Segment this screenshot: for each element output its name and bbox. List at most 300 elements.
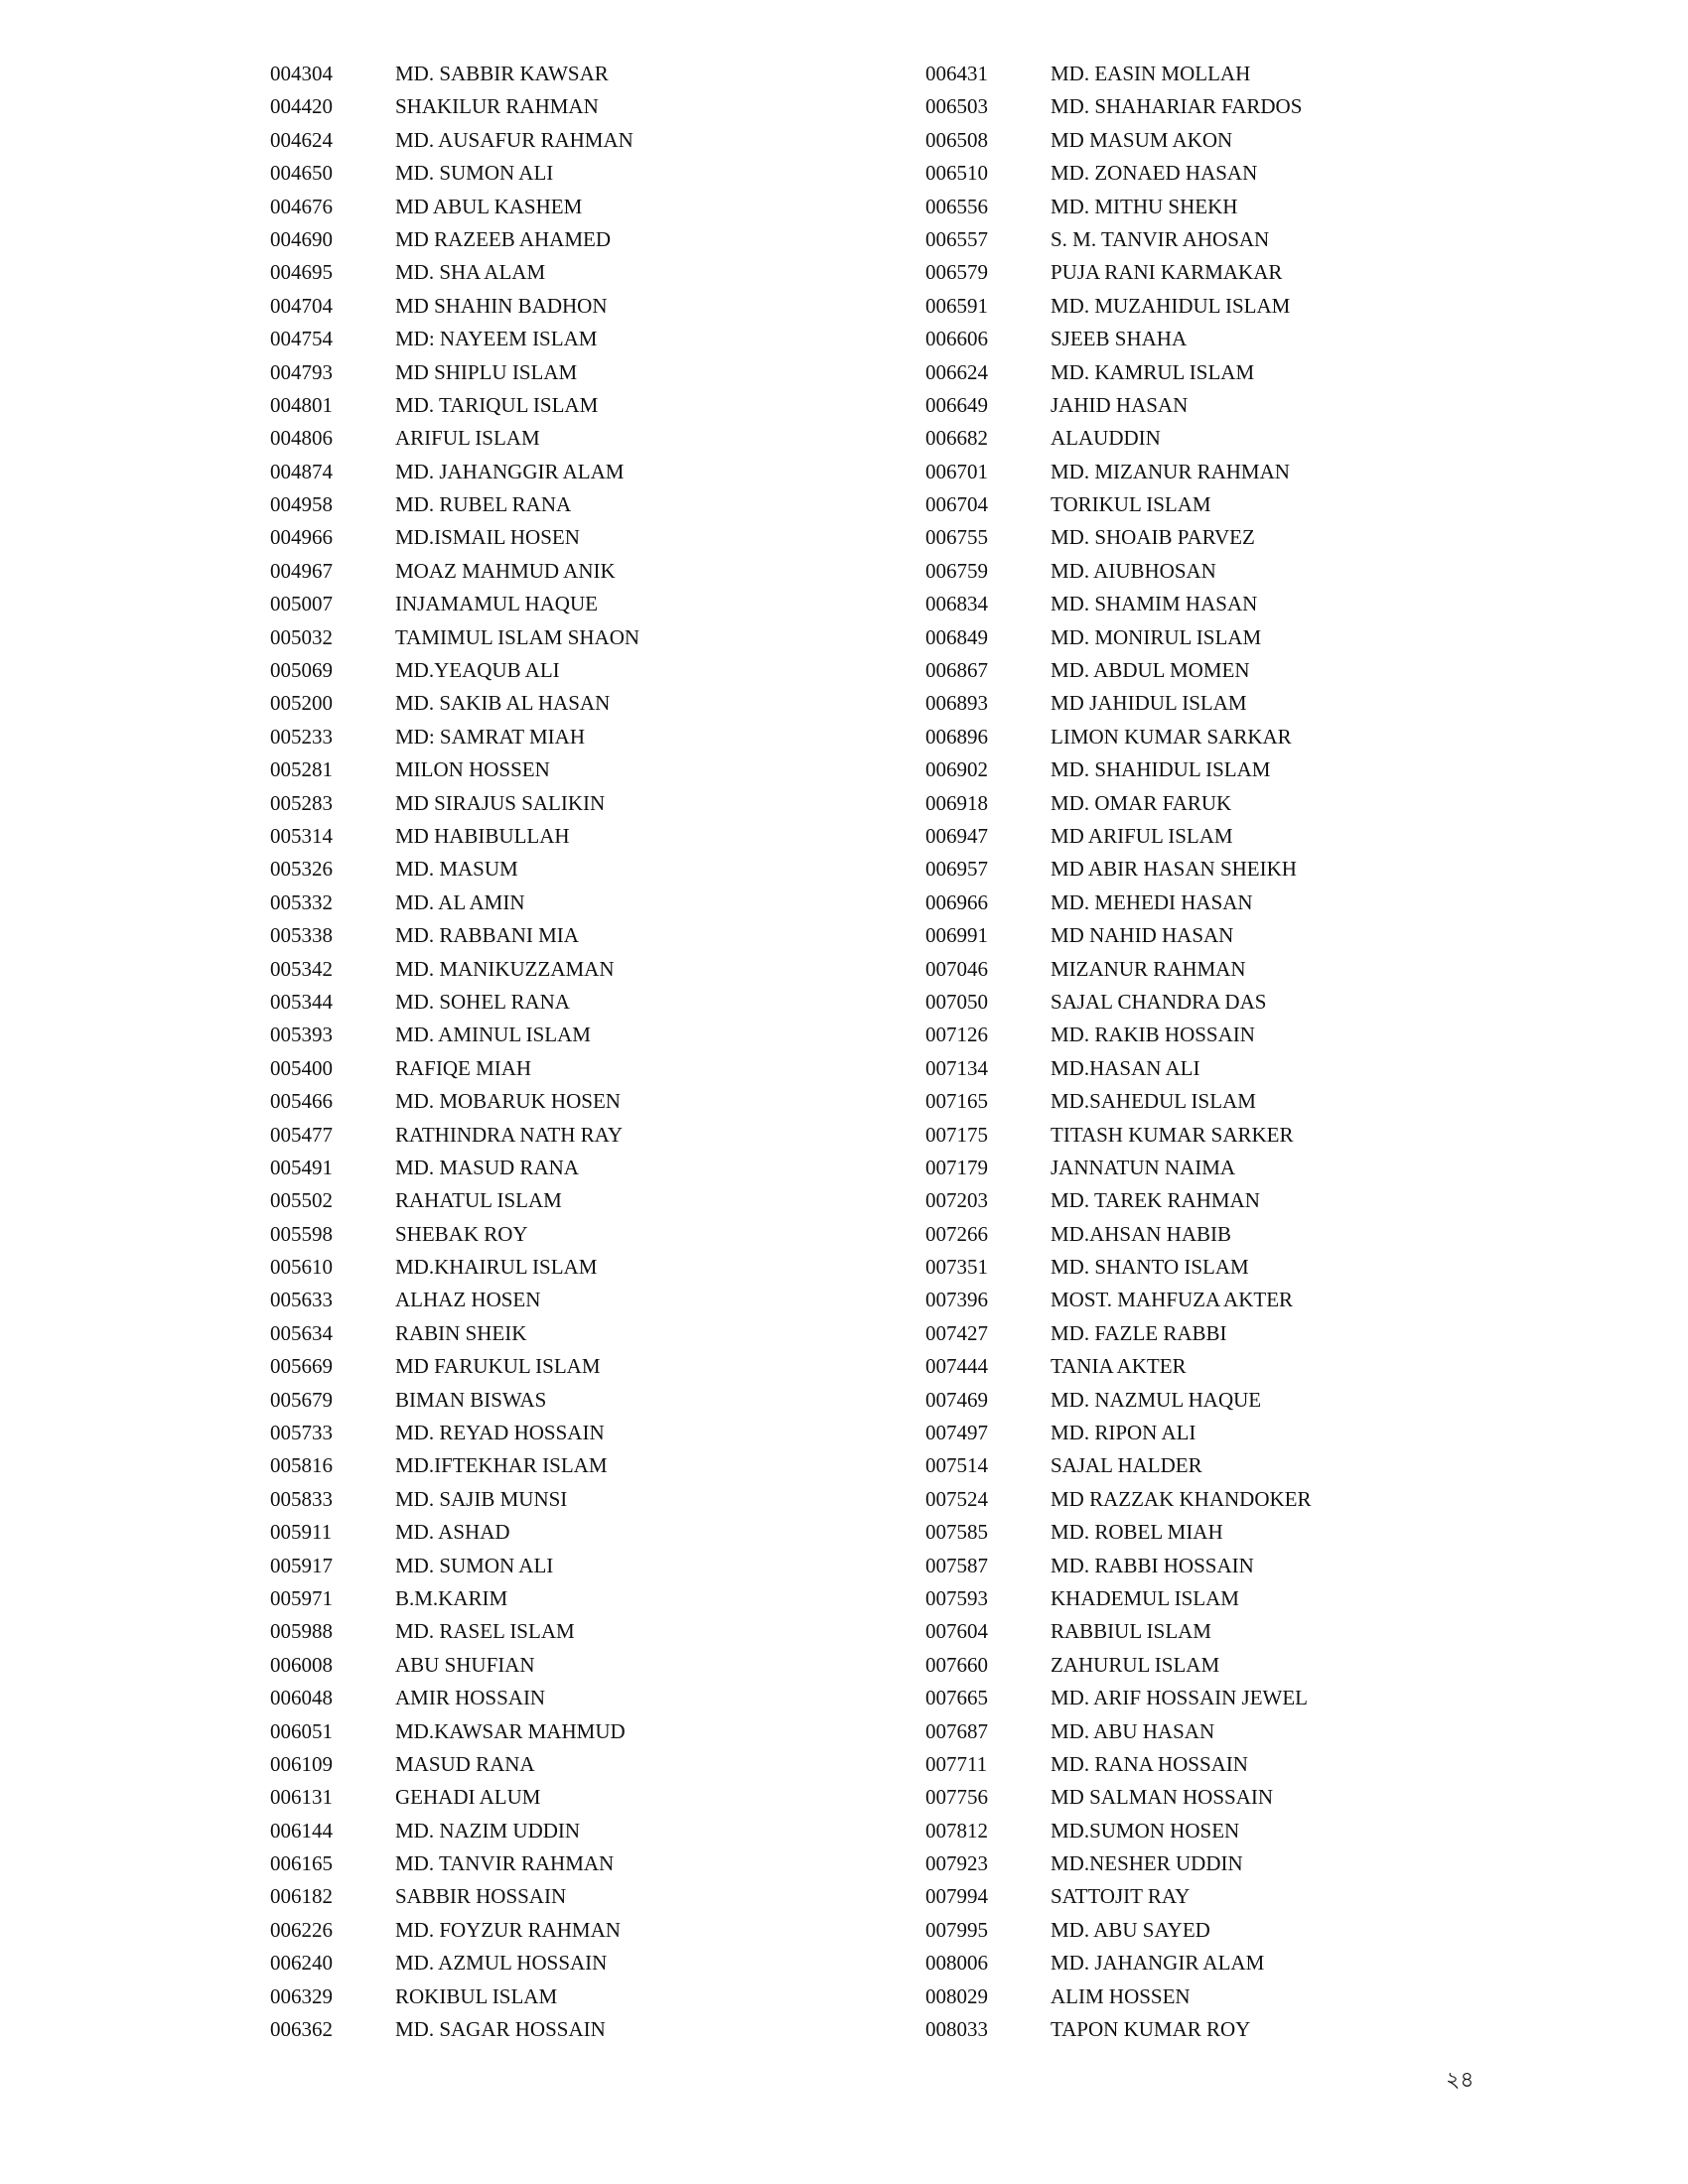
list-item <box>925 687 1312 720</box>
registration-number: 007604 <box>925 1619 988 1644</box>
registration-number: 005634 <box>270 1320 333 1345</box>
candidate-name: TORIKUL ISLAM <box>1051 492 1211 517</box>
list-item <box>925 1152 1312 1184</box>
registration-number: 007593 <box>925 1585 988 1610</box>
candidate-name: MD. TARIQUL ISLAM <box>395 392 599 417</box>
registration-number: 007524 <box>925 1486 988 1511</box>
list-item <box>270 887 639 919</box>
candidate-name: SAJAL HALDER <box>1051 1453 1202 1478</box>
registration-number: 006240 <box>270 1951 333 1976</box>
list-item <box>925 1483 1312 1516</box>
registration-number: 007444 <box>925 1354 988 1379</box>
list-item <box>270 422 639 455</box>
candidate-name: MD: NAYEEM ISLAM <box>395 327 598 351</box>
candidate-name: MD. SAKIB AL HASAN <box>395 691 611 716</box>
candidate-name: MD. MANIKUZZAMAN <box>395 956 615 981</box>
list-item <box>925 555 1312 588</box>
left-column-list <box>270 58 639 2046</box>
candidate-name: MD. RIPON ALI <box>1051 1421 1196 1445</box>
list-item <box>270 753 639 786</box>
list-item <box>925 1417 1312 1449</box>
registration-number: 006966 <box>925 889 988 914</box>
page-number: ২৪ <box>1446 2067 1475 2092</box>
candidate-name: MD. RAKIB HOSSAIN <box>1051 1023 1255 1047</box>
registration-number: 006008 <box>270 1652 333 1677</box>
registration-number: 006144 <box>270 1818 333 1843</box>
registration-number: 006893 <box>925 691 988 716</box>
list-item <box>270 986 639 1019</box>
list-item <box>270 1847 639 1880</box>
registration-number: 006682 <box>925 426 988 451</box>
list-item <box>270 1649 639 1682</box>
registration-number: 006131 <box>270 1785 333 1810</box>
registration-number: 006556 <box>925 194 988 218</box>
list-item <box>270 721 639 753</box>
registration-number: 007396 <box>925 1288 988 1312</box>
list-item <box>270 1682 639 1714</box>
list-item <box>925 1449 1312 1482</box>
candidate-name: MD. SHA ALAM <box>395 260 546 285</box>
list-item <box>270 1550 639 1582</box>
list-item <box>925 323 1312 355</box>
candidate-name: ALIM HOSSEN <box>1051 1983 1191 2008</box>
list-item <box>925 654 1312 687</box>
registration-number: 004650 <box>270 161 333 186</box>
list-item <box>270 1019 639 1051</box>
candidate-name: MD.YEAQUB ALI <box>395 658 560 683</box>
candidate-name: MD. MEHEDI HASAN <box>1051 889 1253 914</box>
candidate-name: TAPON KUMAR ROY <box>1051 2017 1251 2042</box>
candidate-name: MD. MONIRUL ISLAM <box>1051 624 1262 649</box>
candidate-name: MD. ABU HASAN <box>1051 1718 1215 1743</box>
list-item <box>270 124 639 157</box>
list-item <box>270 1152 639 1184</box>
registration-number: 005971 <box>270 1585 333 1610</box>
list-item <box>270 356 639 389</box>
list-item <box>925 1184 1312 1217</box>
candidate-name: MD MASUM AKON <box>1051 127 1233 152</box>
list-item <box>925 1384 1312 1417</box>
list-item <box>270 1251 639 1284</box>
registration-number: 006051 <box>270 1718 333 1743</box>
list-item <box>925 753 1312 786</box>
registration-number: 004676 <box>270 194 333 218</box>
registration-number: 005326 <box>270 857 333 882</box>
candidate-name: ALHAZ HOSEN <box>395 1288 541 1312</box>
right-column-list <box>925 58 1312 2046</box>
registration-number: 006902 <box>925 757 988 782</box>
list-item <box>925 422 1312 455</box>
registration-number: 006182 <box>270 1884 333 1909</box>
registration-number: 005400 <box>270 1055 333 1080</box>
registration-number: 006431 <box>925 62 988 85</box>
list-item <box>270 1880 639 1913</box>
registration-number: 005669 <box>270 1354 333 1379</box>
list-item <box>925 456 1312 488</box>
candidate-name: MD. FAZLE RABBI <box>1051 1320 1227 1345</box>
registration-number: 005610 <box>270 1255 333 1280</box>
list-item <box>270 1384 639 1417</box>
candidate-name: SAJAL CHANDRA DAS <box>1051 989 1267 1014</box>
list-item <box>925 2013 1312 2046</box>
candidate-name: MD. AL AMIN <box>395 889 525 914</box>
candidate-name: MD. OMAR FARUK <box>1051 790 1232 815</box>
candidate-name: MD. ARIF HOSSAIN JEWEL <box>1051 1686 1309 1710</box>
list-item <box>925 58 1312 90</box>
list-item <box>270 290 639 323</box>
registration-number: 004624 <box>270 127 333 152</box>
candidate-name: MD. JAHANGIR ALAM <box>1051 1951 1265 1976</box>
candidate-name: MD. EASIN MOLLAH <box>1051 62 1251 85</box>
registration-number: 005466 <box>270 1089 333 1114</box>
candidate-name: MD. MUZAHIDUL ISLAM <box>1051 293 1291 318</box>
candidate-name: MD SHAHIN BADHON <box>395 293 608 318</box>
list-item <box>270 687 639 720</box>
registration-number: 004304 <box>270 62 333 85</box>
list-item <box>925 1649 1312 1682</box>
candidate-name: RABBIUL ISLAM <box>1051 1619 1211 1644</box>
candidate-name: MD ABIR HASAN SHEIKH <box>1051 857 1297 882</box>
candidate-name: MASUD RANA <box>395 1751 535 1776</box>
registration-number: 007203 <box>925 1188 988 1213</box>
candidate-name: RAFIQE MIAH <box>395 1055 532 1080</box>
candidate-name: MD. MITHU SHEKH <box>1051 194 1238 218</box>
list-item <box>925 1615 1312 1648</box>
candidate-name: MD. SHANTO ISLAM <box>1051 1255 1249 1280</box>
candidate-name: MD. NAZIM UDDIN <box>395 1818 581 1843</box>
registration-number: 004690 <box>270 226 333 251</box>
list-item <box>270 1417 639 1449</box>
list-item <box>925 1947 1312 1979</box>
registration-number: 006226 <box>270 1917 333 1942</box>
list-item <box>925 1880 1312 1913</box>
registration-number: 007175 <box>925 1122 988 1147</box>
candidate-name: RAHATUL ISLAM <box>395 1188 562 1213</box>
candidate-name: MD. ASHAD <box>395 1520 510 1545</box>
list-item <box>270 1085 639 1118</box>
registration-number: 007687 <box>925 1718 988 1743</box>
candidate-name: MD. NAZMUL HAQUE <box>1051 1387 1262 1412</box>
registration-number: 004967 <box>270 558 333 583</box>
candidate-name: MD HABIBULLAH <box>395 823 570 848</box>
list-item <box>270 1980 639 2013</box>
list-item <box>925 853 1312 886</box>
candidate-name: MD FARUKUL ISLAM <box>395 1354 601 1379</box>
candidate-name: ARIFUL ISLAM <box>395 426 540 451</box>
registration-number: 005233 <box>270 724 333 749</box>
list-item <box>270 389 639 422</box>
registration-number: 008033 <box>925 2017 988 2042</box>
list-item <box>270 2013 639 2046</box>
registration-number: 005007 <box>270 592 333 616</box>
registration-number: 008006 <box>925 1951 988 1976</box>
candidate-name: MD. RUBEL RANA <box>395 492 572 517</box>
list-item <box>925 1582 1312 1615</box>
registration-number: 005332 <box>270 889 333 914</box>
registration-number: 007134 <box>925 1055 988 1080</box>
registration-number: 005338 <box>270 923 333 948</box>
registration-number: 006606 <box>925 327 988 351</box>
list-item <box>925 356 1312 389</box>
candidate-name: MD. MIZANUR RAHMAN <box>1051 459 1290 483</box>
candidate-name: MD. SHAHIDUL ISLAM <box>1051 757 1271 782</box>
registration-number: 007351 <box>925 1255 988 1280</box>
candidate-name: MD.NESHER UDDIN <box>1051 1851 1243 1876</box>
registration-number: 006991 <box>925 923 988 948</box>
candidate-name: S. M. TANVIR AHOSAN <box>1051 226 1270 251</box>
candidate-name: MD. JAHANGGIR ALAM <box>395 459 625 483</box>
candidate-name: MD. ABU SAYED <box>1051 1917 1210 1942</box>
list-item <box>270 456 639 488</box>
list-item <box>925 787 1312 820</box>
registration-number: 006701 <box>925 459 988 483</box>
registration-number: 007497 <box>925 1421 988 1445</box>
candidate-name: MD. AIUBHOSAN <box>1051 558 1216 583</box>
registration-number: 004420 <box>270 94 333 119</box>
list-item <box>270 1914 639 1947</box>
list-item <box>925 721 1312 753</box>
candidate-name: MD ABUL KASHEM <box>395 194 583 218</box>
candidate-name: MD SIRAJUS SALIKIN <box>395 790 606 815</box>
list-item <box>925 1052 1312 1085</box>
registration-number: 004695 <box>270 260 333 285</box>
registration-number: 005491 <box>270 1155 333 1179</box>
list-item <box>925 290 1312 323</box>
registration-number: 004793 <box>270 359 333 384</box>
registration-number: 004874 <box>270 459 333 483</box>
registration-number: 006362 <box>270 2017 333 2042</box>
registration-number: 007756 <box>925 1785 988 1810</box>
list-item <box>925 1350 1312 1383</box>
candidate-name: TANIA AKTER <box>1051 1354 1187 1379</box>
registration-number: 005393 <box>270 1023 333 1047</box>
registration-number: 007587 <box>925 1553 988 1577</box>
list-item <box>925 1781 1312 1814</box>
registration-number: 005911 <box>270 1520 333 1545</box>
candidate-name: MD. MASUM <box>395 857 518 882</box>
registration-number: 005988 <box>270 1619 333 1644</box>
list-item <box>925 1914 1312 1947</box>
list-item <box>270 654 639 687</box>
registration-number: 006759 <box>925 558 988 583</box>
candidate-name: MD SALMAN HOSSAIN <box>1051 1785 1274 1810</box>
candidate-name: MD RAZZAK KHANDOKER <box>1051 1486 1312 1511</box>
registration-number: 007126 <box>925 1023 988 1047</box>
list-item <box>270 488 639 521</box>
candidate-name: MD. TANVIR RAHMAN <box>395 1851 615 1876</box>
candidate-name: MD. ABDUL MOMEN <box>1051 658 1250 683</box>
candidate-name: MD. MASUD RANA <box>395 1155 579 1179</box>
registration-number: 005917 <box>270 1553 333 1577</box>
registration-number: 007179 <box>925 1155 988 1179</box>
list-item <box>925 124 1312 157</box>
registration-number: 004958 <box>270 492 333 517</box>
candidate-name: MD. SAJIB MUNSI <box>395 1486 568 1511</box>
list-item <box>270 521 639 554</box>
registration-number: 005833 <box>270 1486 333 1511</box>
list-item <box>925 1119 1312 1152</box>
candidate-name: RABIN SHEIK <box>395 1320 527 1345</box>
list-item <box>925 621 1312 654</box>
registration-number: 007665 <box>925 1686 988 1710</box>
candidate-name: LIMON KUMAR SARKAR <box>1051 724 1292 749</box>
candidate-name: MD. RANA HOSSAIN <box>1051 1751 1248 1776</box>
registration-number: 006834 <box>925 592 988 616</box>
candidate-name: TAMIMUL ISLAM SHAON <box>395 624 640 649</box>
registration-number: 006508 <box>925 127 988 152</box>
registration-number: 007046 <box>925 956 988 981</box>
list-item <box>925 1847 1312 1880</box>
candidate-name: MD.AHSAN HABIB <box>1051 1221 1232 1246</box>
candidate-name: SABBIR HOSSAIN <box>395 1884 567 1909</box>
registration-number: 007923 <box>925 1851 988 1876</box>
registration-number: 005200 <box>270 691 333 716</box>
list-item <box>925 521 1312 554</box>
registration-number: 006947 <box>925 823 988 848</box>
registration-number: 007427 <box>925 1320 988 1345</box>
candidate-name: MD. REYAD HOSSAIN <box>395 1421 605 1445</box>
candidate-name: MD NAHID HASAN <box>1051 923 1234 948</box>
candidate-name: MD. RASEL ISLAM <box>395 1619 575 1644</box>
list-item <box>925 223 1312 256</box>
candidate-name: MD. ZONAED HASAN <box>1051 161 1258 186</box>
candidate-name: MD. FOYZUR RAHMAN <box>395 1917 621 1942</box>
registration-number: 007165 <box>925 1089 988 1114</box>
registration-number: 006503 <box>925 94 988 119</box>
registration-number: 006329 <box>270 1983 333 2008</box>
candidate-name: MD. ROBEL MIAH <box>1051 1520 1223 1545</box>
registration-number: 005502 <box>270 1188 333 1213</box>
list-item <box>925 1085 1312 1118</box>
candidate-name: MD. SUMON ALI <box>395 1553 554 1577</box>
candidate-name: MD.IFTEKHAR ISLAM <box>395 1453 608 1478</box>
candidate-name: MD JAHIDUL ISLAM <box>1051 691 1247 716</box>
list-item <box>270 323 639 355</box>
registration-number: 005342 <box>270 956 333 981</box>
registration-number: 007995 <box>925 1917 988 1942</box>
candidate-name: MD. RABBANI MIA <box>395 923 579 948</box>
registration-number: 005344 <box>270 989 333 1014</box>
list-item <box>925 1251 1312 1284</box>
registration-number: 006624 <box>925 359 988 384</box>
candidate-name: BIMAN BISWAS <box>395 1387 547 1412</box>
candidate-name: MD. SHOAIB PARVEZ <box>1051 525 1255 550</box>
candidate-name: GEHADI ALUM <box>395 1785 541 1810</box>
candidate-name: MD: SAMRAT MIAH <box>395 724 585 749</box>
list-item <box>925 90 1312 123</box>
list-item <box>270 621 639 654</box>
candidate-name: MD.ISMAIL HOSEN <box>395 525 580 550</box>
candidate-name: MD ARIFUL ISLAM <box>1051 823 1233 848</box>
list-item <box>925 1317 1312 1350</box>
registration-number: 007585 <box>925 1520 988 1545</box>
list-item <box>270 953 639 986</box>
list-item <box>925 1980 1312 2013</box>
list-item <box>925 1815 1312 1847</box>
candidate-name: MD. SHAMIM HASAN <box>1051 592 1258 616</box>
list-item <box>925 1715 1312 1748</box>
registration-number: 005598 <box>270 1221 333 1246</box>
candidate-name: MD. MOBARUK HOSEN <box>395 1089 621 1114</box>
candidate-name: MD.KHAIRUL ISLAM <box>395 1255 598 1280</box>
registration-number: 006957 <box>925 857 988 882</box>
registration-number: 004806 <box>270 426 333 451</box>
list-item <box>270 1184 639 1217</box>
registration-number: 006849 <box>925 624 988 649</box>
registration-number: 005069 <box>270 658 333 683</box>
list-item <box>270 555 639 588</box>
list-item <box>270 256 639 289</box>
list-item <box>925 256 1312 289</box>
registration-number: 007514 <box>925 1453 988 1478</box>
registration-number: 006109 <box>270 1751 333 1776</box>
list-item <box>925 953 1312 986</box>
registration-number: 006048 <box>270 1686 333 1710</box>
candidate-name: MOAZ MAHMUD ANIK <box>395 558 616 583</box>
registration-number: 006704 <box>925 492 988 517</box>
list-item <box>925 157 1312 190</box>
candidate-name: PUJA RANI KARMAKAR <box>1051 260 1283 285</box>
registration-number: 007994 <box>925 1884 988 1909</box>
list-item <box>270 820 639 853</box>
registration-number: 006591 <box>925 293 988 318</box>
registration-number: 006510 <box>925 161 988 186</box>
candidate-name: B.M.KARIM <box>395 1585 508 1610</box>
candidate-name: MD. SAGAR HOSSAIN <box>395 2017 606 2042</box>
candidate-name: MD. SUMON ALI <box>395 161 554 186</box>
registration-number: 005281 <box>270 757 333 782</box>
list-item <box>270 853 639 886</box>
candidate-name: ALAUDDIN <box>1051 426 1161 451</box>
list-item <box>925 191 1312 223</box>
candidate-name: MD RAZEEB AHAMED <box>395 226 612 251</box>
registration-number: 007266 <box>925 1221 988 1246</box>
registration-number: 004704 <box>270 293 333 318</box>
registration-number: 004801 <box>270 392 333 417</box>
candidate-name: MD. SHAHARIAR FARDOS <box>1051 94 1303 119</box>
list-item <box>270 1947 639 1979</box>
list-item <box>270 1449 639 1482</box>
list-item <box>270 1218 639 1251</box>
candidate-name: MD. SABBIR KAWSAR <box>395 62 609 85</box>
list-item <box>925 488 1312 521</box>
list-item <box>270 1582 639 1615</box>
list-item <box>270 1715 639 1748</box>
registration-number: 006165 <box>270 1851 333 1876</box>
registration-number: 008029 <box>925 1983 988 2008</box>
list-item <box>270 1119 639 1152</box>
candidate-name: MD SHIPLU ISLAM <box>395 359 578 384</box>
candidate-name: MD. AZMUL HOSSAIN <box>395 1951 608 1976</box>
list-item <box>270 1284 639 1316</box>
registration-number: 006649 <box>925 392 988 417</box>
registration-number: 006896 <box>925 724 988 749</box>
registration-number: 005283 <box>270 790 333 815</box>
list-item <box>925 1550 1312 1582</box>
list-item <box>925 1748 1312 1781</box>
list-item <box>925 1682 1312 1714</box>
candidate-name: MD. AMINUL ISLAM <box>395 1023 591 1047</box>
candidate-name: MD.KAWSAR MAHMUD <box>395 1718 626 1743</box>
list-item <box>270 58 639 90</box>
list-item <box>925 1218 1312 1251</box>
candidate-name: MD. KAMRUL ISLAM <box>1051 359 1255 384</box>
candidate-name: INJAMAMUL HAQUE <box>395 592 598 616</box>
list-item <box>925 588 1312 620</box>
list-item <box>270 1317 639 1350</box>
list-item <box>270 90 639 123</box>
list-item <box>270 191 639 223</box>
